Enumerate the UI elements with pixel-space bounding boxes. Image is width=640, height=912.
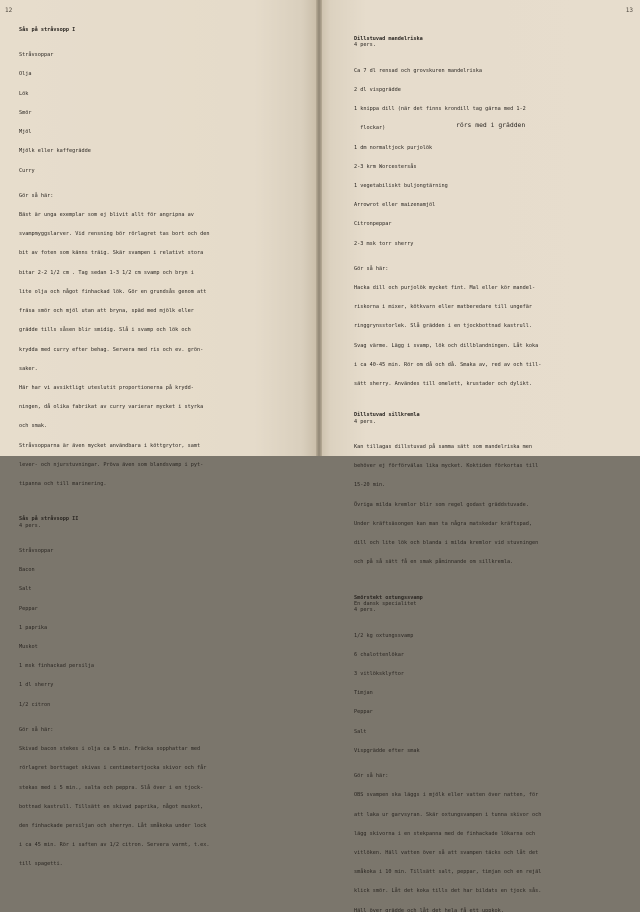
recipe-title: Sås på stråvsopp I <box>19 27 304 33</box>
instruction-line: och smak. <box>19 423 304 429</box>
ingredient-item: Mjöl <box>19 129 304 135</box>
instruction-line: Här har vi avsiktligt uteslutit proportionerna på krydd- <box>19 385 304 391</box>
instruction-line: riskorna i mixer, kötkvarn eller matberedare till ungefär <box>354 304 618 310</box>
ingredient-item: Smör <box>19 110 304 116</box>
instruction-line: Hacka dill och purjolök mycket fint. Mal eller kör mandel- <box>354 285 618 291</box>
instruction-line: sätt sherry. Användes till omelett, krustader och dylikt. <box>354 381 618 387</box>
ingredient-item: Arrowrot eller maizenamjöl <box>354 202 618 208</box>
instruction-line: i ca 45 min. Rör i saften av 1/2 citron. Servera varmt, t.ex. <box>19 842 304 848</box>
ingredient-item: 1 knippa dill (när det finns krondill tag gärna med 1-2 <box>354 106 618 112</box>
ingredient-list <box>354 620 618 767</box>
instruction-line: Kan tillagas dillstuvad på samma sätt som mandelriska men <box>354 444 618 450</box>
ingredient-item: Stråvsoppar <box>19 52 304 58</box>
instruction-line: vitlöken. Häll vatten över så att svampen täcks och låt det <box>354 850 618 856</box>
instruction-line: att laka ur garvsyran. Skär oxtungsvampen i tunna skivor och <box>354 812 618 818</box>
page-number-right: 13 <box>626 7 633 14</box>
ingredient-item: Bacon <box>19 567 304 573</box>
instruction-line: lever- och njurstuvningar. Pröva även som blandsvamp i pyt- <box>19 462 304 468</box>
ingredient-item: Lök <box>19 91 304 97</box>
ingredient-list <box>19 39 304 186</box>
recipe-title: Dillstuvad mandelriska <box>354 36 618 42</box>
instruction-line: fräsa smör och mjöl utan att bryna, späd med mjölk eller <box>19 308 304 314</box>
ingredient-item: 2-3 msk torr sherry <box>354 241 618 247</box>
instruction-line: svampmyggslarver. Vid rensning bör rörlagret tas bort och den <box>19 231 304 237</box>
instructions <box>19 199 304 500</box>
handwritten-note: rörs med i grädden <box>456 121 525 129</box>
instruction-line: Under kräftsäsongen kan man ta några matskedar kräftspad, <box>354 521 618 527</box>
instruction-line: Svag värme. Lägg i svamp, lök och dillblandningen. Låt koka <box>354 343 618 349</box>
instruction-line: ringgrynsstorlek. Slå grädden i en tjockbottnad kastrull. <box>354 323 618 329</box>
instruction-line: till spagetti. <box>19 861 304 867</box>
instruction-line: Övriga milda kremlor blir som regel godast gräddstuvade. <box>354 502 618 508</box>
instructions <box>354 431 618 578</box>
ingredient-item: Vispgrädde efter smak <box>354 748 618 754</box>
instruction-line: lite olja och något finhackad lök. Gör en grundsås genom att <box>19 289 304 295</box>
left-page <box>0 0 318 456</box>
page-number-left: 12 <box>5 7 12 14</box>
servings: 4 pers. <box>19 523 304 529</box>
recipe-title: Sås på stråvsopp II <box>19 516 304 522</box>
ingredient-item: Citronpeppar <box>354 221 618 227</box>
ingredient-item: Peppar <box>354 709 618 715</box>
instruction-line: Bäst är unga exemplar som ej blivit allt för angripna av <box>19 212 304 218</box>
ingredient-item: Muskot <box>19 644 304 650</box>
instruction-line: dill och lite lök och blanda i milda kremlor vid stuvningen <box>354 540 618 546</box>
recipe-straavsopp-1 <box>19 27 304 500</box>
instruction-line: Häll över grädde och låt det hela få ett uppkok. <box>354 908 618 912</box>
ingredient-item: Stråvsoppar <box>19 548 304 554</box>
instruction-line: bitar 2-2 1/2 cm . Tag sedan 1-3 1/2 cm svamp och bryn i <box>19 270 304 276</box>
instruction-line: ningen, då olika fabrikat av curry varierar mycket i styrka <box>19 404 304 410</box>
instruction-line: Stråvsopparna är även mycket användbara i köttgrytor, samt <box>19 443 304 449</box>
instructions <box>354 272 618 400</box>
ingredient-item: Timjan <box>354 690 618 696</box>
servings: 4 pers. <box>354 419 618 425</box>
instruction-line: krydda med curry efter behag. Servera med ris och ev. grön- <box>19 347 304 353</box>
instruction-line: OBS svampen ska läggs i mjölk eller vatten över natten, för <box>354 792 618 798</box>
book-gutter <box>316 0 322 456</box>
ingredient-item: 2-3 krm Worcestersås <box>354 164 618 170</box>
servings: 4 pers. <box>354 42 618 48</box>
right-page <box>318 0 640 456</box>
instruction-line: bit av foten som känns träig. Skär svampen i relativt stora <box>19 250 304 256</box>
ingredient-item: Peppar <box>19 606 304 612</box>
ingredient-item: Curry <box>19 168 304 174</box>
ingredient-item: 1 dm normaltjock purjolök <box>354 145 618 151</box>
ingredient-item: Olja <box>19 71 304 77</box>
recipe-title: Dillstuvad sillkremla <box>354 412 618 418</box>
ingredient-item: 3 vitlöksklyftor <box>354 671 618 677</box>
ingredient-item: 2 dl vispgrädde <box>354 87 618 93</box>
recipe-subtitle: En dansk specialitet <box>354 601 618 607</box>
instructions-label: Gör så här: <box>19 727 304 733</box>
recipe-straavsopp-2 <box>19 516 304 880</box>
ingredient-list <box>19 535 304 721</box>
ingredient-item: 1/2 kg oxtungssvamp <box>354 633 618 639</box>
instructions <box>354 779 618 912</box>
instruction-line: Skivad bacon stekes i olja ca 5 min. Fräcka sopphattar med <box>19 746 304 752</box>
instruction-line: 15-20 min. <box>354 482 618 488</box>
recipe-dillstuvad-mandelriska <box>354 36 618 400</box>
instruction-line: i ca 40-45 min. Rör om då och då. Smaka av, red av och till- <box>354 362 618 368</box>
instructions-label: Gör så här: <box>19 193 304 199</box>
servings: 4 pers. <box>354 607 618 613</box>
ingredient-item: 6 chalottenlökar <box>354 652 618 658</box>
instruction-line: grädde tills såsen blir smidig. Slå i svamp och lök och <box>19 327 304 333</box>
instructions <box>19 733 304 880</box>
instructions-label: Gör så här: <box>354 266 618 272</box>
ingredient-item: Ca 7 dl rensad och grovskuren mandelriska <box>354 68 618 74</box>
ingredient-item: 1/2 citron <box>19 702 304 708</box>
ingredient-item: 1 paprika <box>19 625 304 631</box>
instruction-line: saker. <box>19 366 304 372</box>
recipe-dillstuvad-sillkremla <box>354 412 618 578</box>
ingredient-item: Salt <box>354 729 618 735</box>
ingredient-item: Salt <box>19 586 304 592</box>
instruction-line: rörlagret borttaget skivas i centimetertjocka skivor och får <box>19 765 304 771</box>
instruction-line: bottnad kastrull. Tillsätt en skivad paprika, något muskot, <box>19 804 304 810</box>
ingredient-item: 1 vegetabiliskt buljongtärning <box>354 183 618 189</box>
ingredient-item: 1 dl sherry <box>19 682 304 688</box>
recipe-title: Smörstekt oxtungssvamp <box>354 595 618 601</box>
instruction-line: behöver ej förförvälas lika mycket. Koktiden förkortas till <box>354 463 618 469</box>
recipe-smorstekt-oxtungssvamp <box>354 595 618 912</box>
instruction-line: och på så sätt få en smak påminnande om sillkremla. <box>354 559 618 565</box>
instruction-line: den finhackade persiljan och sherryn. Låt småkoka under lock <box>19 823 304 829</box>
ingredient-item: 1 msk finhackad persilja <box>19 663 304 669</box>
instruction-line: stekas med i 5 min., salta och peppra. Slå över i en tjock- <box>19 785 304 791</box>
instruction-line: tipanna och till marinering. <box>19 481 304 487</box>
ingredient-item: Mjölk eller kaffegrädde <box>19 148 304 154</box>
instruction-line: småkoka i 10 min. Tillsätt salt, peppar, timjan och en rejäl <box>354 869 618 875</box>
ingredient-item: flockar) <box>354 125 618 131</box>
instruction-line: klick smör. Låt det koka tills det har bildats en tjock sås. <box>354 888 618 894</box>
instruction-line: lägg skivorna i en stekpanna med de finhackade lökarna och <box>354 831 618 837</box>
instructions-label: Gör så här: <box>354 773 618 779</box>
ingredient-list <box>354 55 618 260</box>
